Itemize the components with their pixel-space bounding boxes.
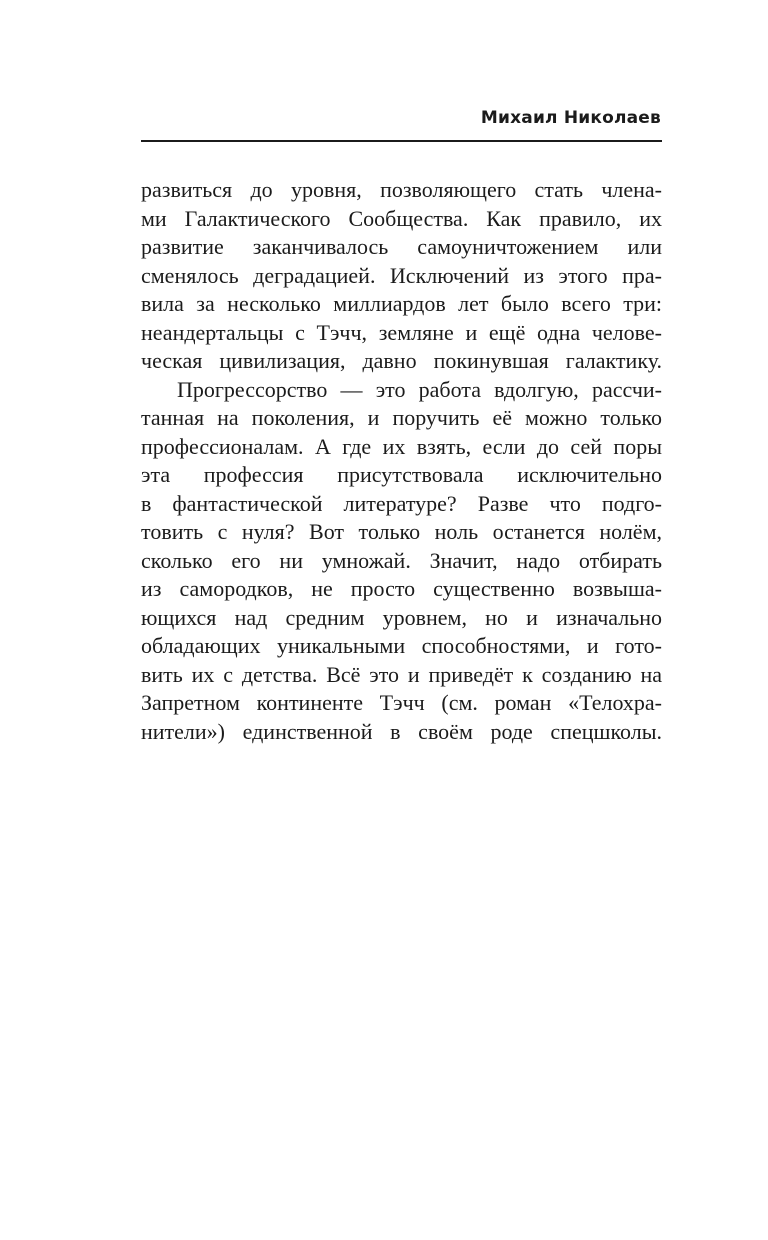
text-line: танная на поколения, и поручить её можно только <box>141 405 662 430</box>
text-line: сменялось деградацией. Исключений из этого пра- <box>141 262 662 288</box>
text-line: вить их с детства. Всё это и приведёт к созданию на <box>141 661 662 687</box>
text-line: Прогрессорство — это работа вдолгую, рассчи- <box>177 376 662 402</box>
text-line: развитие заканчивалось самоуничтожением или <box>141 234 662 259</box>
running-head-author: Михаил Николаев <box>480 108 661 128</box>
header-rule <box>141 140 662 142</box>
paragraph-2 <box>141 376 662 747</box>
text-line: неандертальцы с Тэчч, земляне и ещё одна челове- <box>141 319 662 345</box>
text-line: вила за несколько миллиардов лет было всего три: <box>141 291 662 316</box>
text-line: в фантастической литературе? Разве что подго- <box>141 490 662 516</box>
paragraph-1 <box>141 176 662 376</box>
text-line: профессионалам. А где их взять, если до сей поры <box>141 433 662 459</box>
body-text <box>141 176 662 746</box>
text-line: развиться до уровня, позволяющего стать члена- <box>141 177 662 202</box>
text-line: ющихся над средним уровнем, но и изначально <box>141 604 662 630</box>
text-line: товить с нуля? Вот только ноль останется нолём, <box>141 519 662 544</box>
text-line: сколько его ни умножай. Значит, надо отбирать <box>141 547 662 573</box>
text-line: Запретном континенте Тэчч (см. роман «Телохра- <box>141 690 662 715</box>
text-line: ческая цивилизация, давно покинувшая галактику. <box>141 348 662 373</box>
text-line: эта профессия присутствовала исключительно <box>141 462 662 487</box>
text-line: из самородков, не просто существенно возвыша- <box>141 576 662 601</box>
text-line: ми Галактического Сообщества. Как правило, их <box>141 205 662 231</box>
text-line: обладающих уникальными способностями, и гото- <box>141 633 662 658</box>
text-line: нители») единственной в своём роде спецшколы. <box>141 718 662 744</box>
